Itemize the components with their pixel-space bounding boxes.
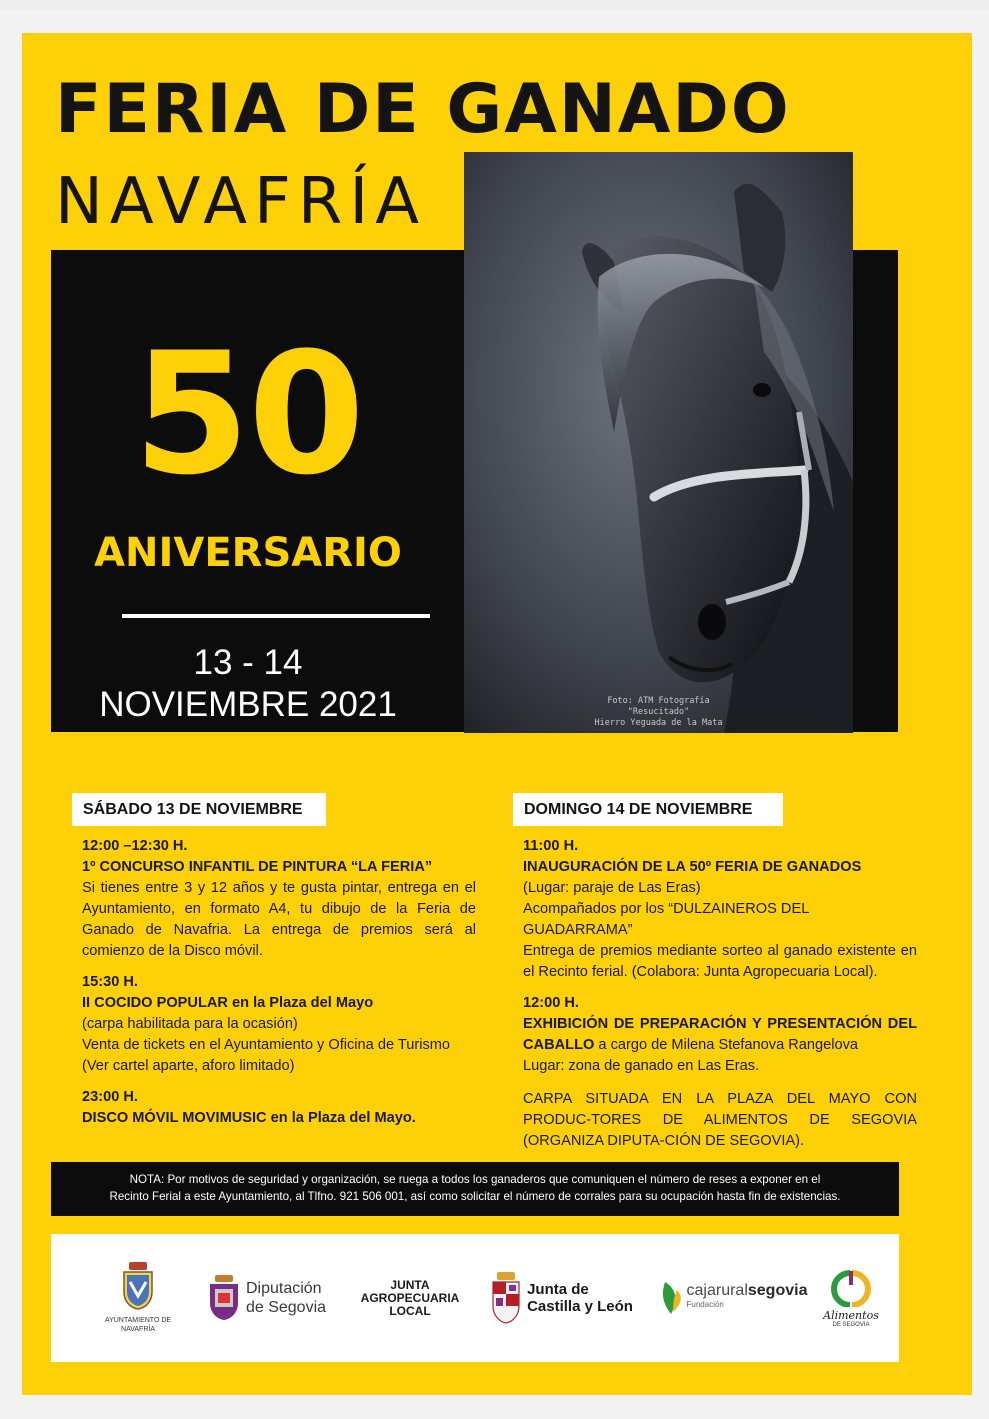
diputacion-shield-icon <box>208 1275 240 1321</box>
event-description: Si tienes entre 3 y 12 años y te gusta pintar, entrega en el Ayuntamiento, en formato A4, tu dibujo de la Feria de Ganado de Navafria. La entrega de premios será al comienzo de la Disco móvil. <box>82 880 476 959</box>
horse-illustration <box>464 152 853 733</box>
sponsor-strip <box>51 1234 899 1362</box>
coat-of-arms-icon <box>121 1262 155 1310</box>
event-title: II COCIDO POPULAR en la Plaza del Mayo <box>82 995 374 1011</box>
event-title: EXHIBICIÓN DE PREPARACIÓN Y PRESENTACIÓN DEL CABALLO <box>523 1016 917 1053</box>
saturday-event-cocido <box>82 972 476 1077</box>
diputacion-label-1: Diputación <box>245 1280 322 1297</box>
event-title-wrap <box>523 1014 917 1056</box>
event-time: 12:00 H. <box>523 995 579 1011</box>
event-time: 12:00 –12:30 H. <box>82 838 188 854</box>
anniversary-label: ANIVERSARIO <box>94 530 402 576</box>
logo-diputacion <box>197 1234 337 1362</box>
event-detail: (carpa habilitada para la ocasión) <box>82 1016 298 1032</box>
event-time: 11:00 H. <box>523 838 579 854</box>
junta-local-label-1: JUNTA <box>390 1277 430 1292</box>
photo-credit-line3: Hierro Yeguada de la Mata <box>594 718 723 728</box>
sunday-event-exhibition <box>523 993 917 1077</box>
event-dates-days: 13 - 14 <box>193 643 303 682</box>
nota-line2: Recinto Ferial a este Ayuntamiento, al Tlfno. 921 506 001, así como solicitar el número de corrales para su ocupación hasta fin de existencias. <box>109 1190 841 1203</box>
saturday-schedule <box>82 836 476 1129</box>
junta-local-label-3: LOCAL <box>389 1303 431 1318</box>
event-detail: Venta de tickets en el Ayuntamiento y Oficina de Turismo <box>82 1037 451 1053</box>
event-title: INAUGURACIÓN DE LA 50º FERIA DE GANADOS <box>523 859 862 875</box>
alimentos-segovia-icon <box>830 1269 872 1307</box>
cajarural-label-b: segovia <box>747 1282 808 1299</box>
castilla-leon-shield-icon <box>491 1272 521 1324</box>
cajarural-sub: Fundación <box>686 1300 724 1309</box>
photo-credit-line1: Foto: ATM Fotografía <box>607 696 710 706</box>
top-bar <box>0 0 989 10</box>
sunday-schedule <box>523 836 917 1152</box>
logo-junta-castilla-leon <box>483 1234 641 1362</box>
junta-local-label-2: AGROPECUARIA <box>360 1290 460 1305</box>
poster-title: FERIA DE GANADO <box>55 70 791 149</box>
event-detail: (Ver cartel aparte, aforo limitado) <box>82 1058 295 1074</box>
jcyl-label-2: Castilla y León <box>527 1298 633 1315</box>
cajarural-leaf-icon <box>661 1280 683 1316</box>
ayuntamiento-label-2: NAVAFRÍA <box>121 1326 155 1333</box>
anniversary-divider <box>122 614 430 618</box>
alimentos-label-1: Alimentos <box>823 1308 879 1322</box>
saturday-heading: SÁBADO 13 DE NOVIEMBRE <box>72 793 326 826</box>
alimentos-label-2: DE SEGOVIA <box>832 1321 870 1328</box>
event-time: 15:30 H. <box>82 974 138 990</box>
event-detail: Entrega de premios mediante sorteo al ganado existente en el Recinto ferial. (Colabora: Junta Agropecuaria Local). <box>523 943 917 980</box>
jcyl-label-1: Junta de <box>527 1281 589 1298</box>
sunday-event-inauguration <box>523 836 917 983</box>
event-title: 1º CONCURSO INFANTIL DE PINTURA “LA FERIA” <box>82 859 433 875</box>
event-title: DISCO MÓVIL MOVIMUSIC en la Plaza del Mayo. <box>82 1110 416 1126</box>
saturday-event-disco <box>82 1087 476 1129</box>
logo-cajarural <box>645 1234 823 1362</box>
logo-ayuntamiento <box>71 1234 205 1362</box>
logo-alimentos-segovia <box>821 1234 881 1362</box>
event-detail: Acompañados por los “DULZAINEROS DEL GUADARRAMA” <box>523 901 809 938</box>
sunday-heading: DOMINGO 14 DE NOVIEMBRE <box>513 793 783 826</box>
carpa-note: CARPA SITUADA EN LA PLAZA DEL MAYO CON PRODUC-TORES DE ALIMENTOS DE SEGOVIA (ORGANIZA DIPUTA-CIÓN DE SEGOVIA). <box>523 1091 917 1149</box>
ayuntamiento-label-1: AYUNTAMIENTO DE <box>104 1317 172 1324</box>
event-title-suffix: a cargo de Milena Stefanova Rangelova <box>594 1037 859 1053</box>
event-time: 23:00 H. <box>82 1089 138 1105</box>
event-dates <box>48 642 448 726</box>
nota-box <box>51 1162 899 1216</box>
event-dates-month: NOVIEMBRE 2021 <box>99 685 397 724</box>
nota-line1: NOTA: Por motivos de seguridad y organización, se ruega a todos los ganaderos que comuniquen el número de reses a exponer en el <box>129 1173 821 1186</box>
photo-credit-line2: "Resucitado" <box>627 707 690 717</box>
diputacion-label-2: de Segovia <box>245 1299 327 1316</box>
horse-photo <box>464 152 853 733</box>
logo-junta-agropecuaria <box>347 1234 473 1362</box>
event-detail: (Lugar: paraje de Las Eras) <box>523 880 701 896</box>
anniversary-number: 50 <box>133 316 363 512</box>
event-detail: Lugar: zona de ganado en Las Eras. <box>523 1058 760 1074</box>
saturday-event-painting <box>82 836 476 962</box>
cajarural-label-a: cajarural <box>686 1282 748 1299</box>
poster-subtitle: NAVAFRÍA <box>55 165 426 239</box>
